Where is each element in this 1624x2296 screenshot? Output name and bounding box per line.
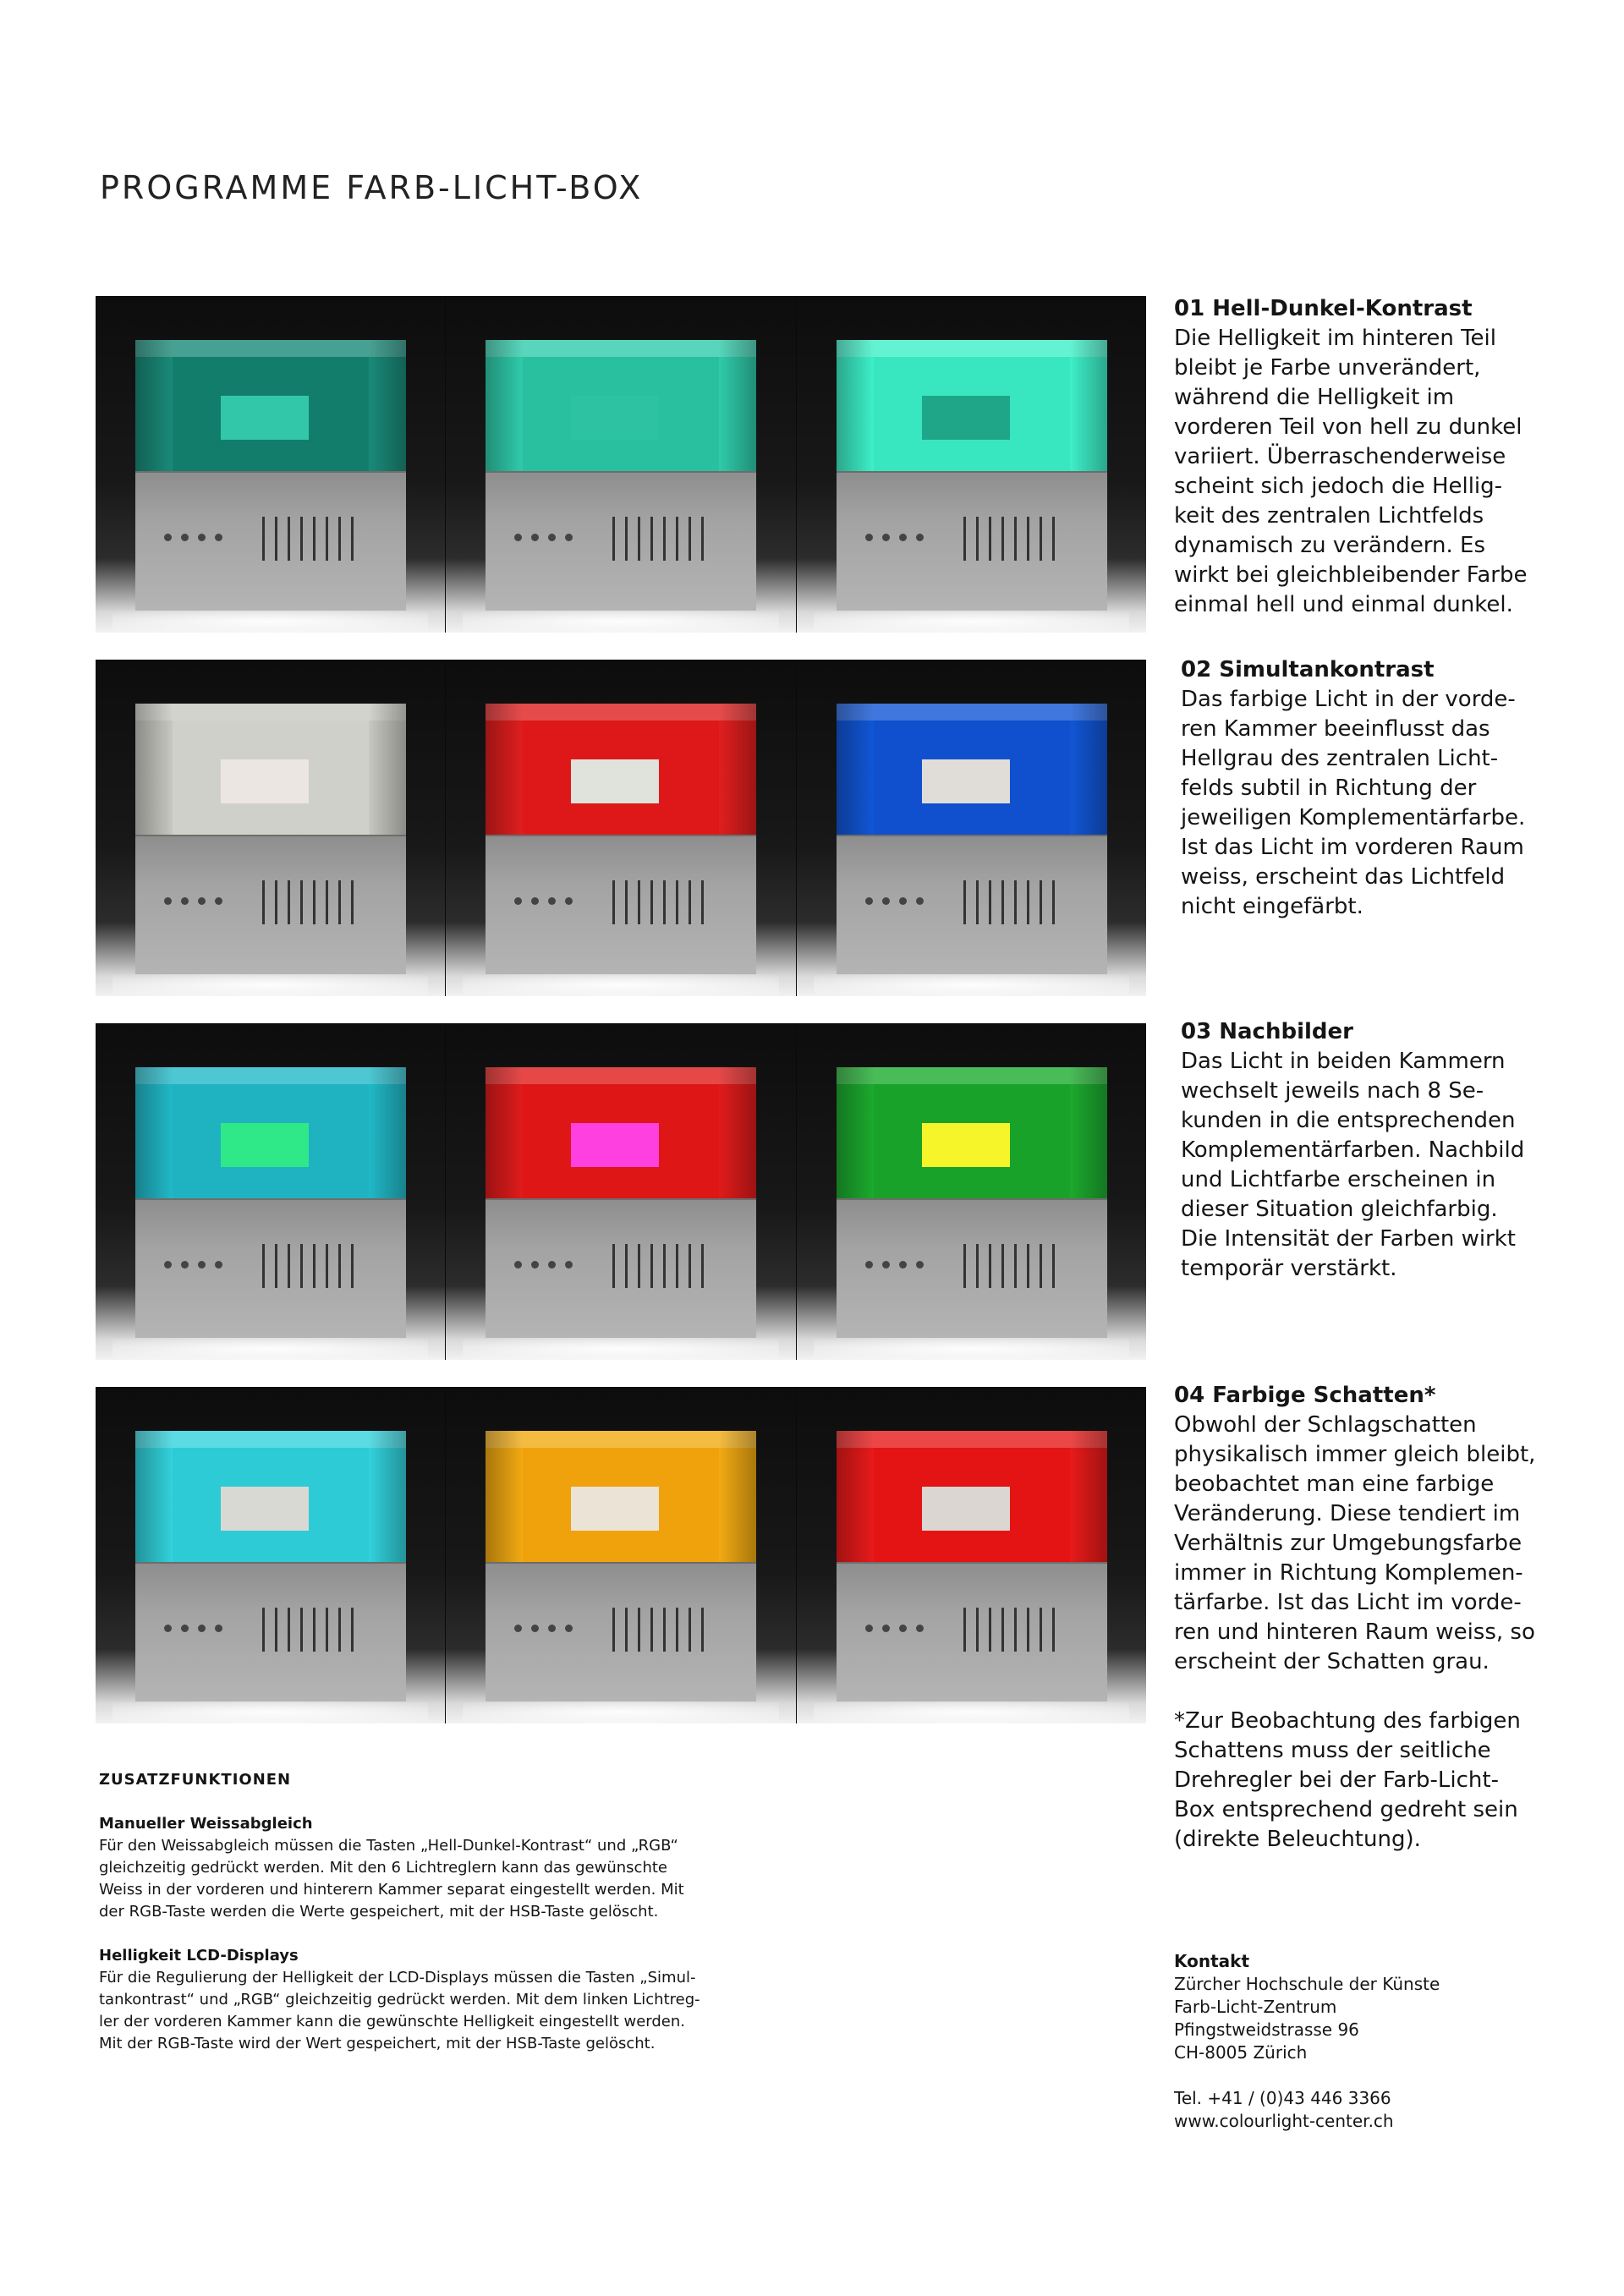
slider xyxy=(300,880,303,924)
knob xyxy=(565,534,573,541)
knob xyxy=(181,1625,189,1632)
knob xyxy=(882,1625,890,1632)
slider xyxy=(1040,1608,1042,1652)
text-line: CH-8005 Zürich xyxy=(1174,2042,1308,2063)
slider xyxy=(1001,1244,1004,1288)
slider xyxy=(351,880,354,924)
knob xyxy=(215,1261,222,1269)
front-chamber xyxy=(837,1067,1107,1198)
front-chamber xyxy=(486,340,756,471)
text-line: variiert. Überraschenderweise xyxy=(1174,444,1506,469)
light-box-photo xyxy=(96,1387,445,1723)
slider xyxy=(701,1608,704,1652)
knob xyxy=(916,897,924,905)
slider xyxy=(989,880,991,924)
slider xyxy=(963,1608,966,1652)
control-panel xyxy=(837,1562,1107,1701)
text-line: kunden in die entsprechenden xyxy=(1181,1108,1516,1133)
slider xyxy=(963,517,966,561)
zusatzfunktionen xyxy=(99,1769,793,2077)
text-line: wirkt bei gleichbleibender Farbe xyxy=(1174,562,1528,588)
slider xyxy=(701,517,704,561)
text-line: der RGB-Taste werden die Werte gespeichert, mit der HSB-Taste gelöscht. xyxy=(99,1903,659,1921)
slider xyxy=(351,1244,354,1288)
zusatzfunktionen-heading: ZUSATZFUNKTIONEN xyxy=(99,1771,292,1789)
knob xyxy=(514,1625,522,1632)
light-box xyxy=(135,1067,406,1336)
control-panel xyxy=(486,1198,756,1338)
page-title: PROGRAMME FARB-LICHT-BOX xyxy=(100,169,644,206)
slider xyxy=(1052,1244,1055,1288)
light-box xyxy=(135,1431,406,1700)
slider xyxy=(650,1244,653,1288)
text-line: Schattens muss der seitliche xyxy=(1174,1738,1491,1763)
section-hell-dunkel-kontrast xyxy=(1174,294,1580,620)
central-light-field xyxy=(571,759,659,803)
slider xyxy=(1052,1608,1055,1652)
slider xyxy=(275,880,277,924)
text-line: tankontrast“ und „RGB“ gleichzeitig gedrückt werden. Mit dem linken Lichtreg- xyxy=(99,1991,700,2008)
slider xyxy=(676,517,678,561)
text-line: einmal hell und einmal dunkel. xyxy=(1174,592,1513,617)
slider xyxy=(1027,1244,1029,1288)
slider xyxy=(989,517,991,561)
slider xyxy=(1001,517,1004,561)
block-subheading: Helligkeit LCD-Displays xyxy=(99,1947,299,1964)
slider xyxy=(650,517,653,561)
knob xyxy=(548,897,556,905)
front-chamber xyxy=(837,1431,1107,1562)
slider xyxy=(689,517,691,561)
slider xyxy=(288,1244,290,1288)
slider xyxy=(663,1608,666,1652)
control-panel xyxy=(486,1562,756,1701)
section-heading: 04 Farbige Schatten* xyxy=(1174,1383,1436,1408)
central-light-field xyxy=(922,759,1010,803)
text-line: Weiss in der vorderen und hinterern Kammer separat eingestellt werden. Mit xyxy=(99,1881,684,1899)
front-chamber xyxy=(135,340,406,471)
text-line: (direkte Beleuchtung). xyxy=(1174,1827,1421,1852)
light-box xyxy=(135,340,406,609)
slider xyxy=(638,1244,640,1288)
slider xyxy=(976,880,979,924)
knob xyxy=(181,534,189,541)
knob xyxy=(565,1625,573,1632)
knob xyxy=(164,897,172,905)
control-panel xyxy=(135,1198,406,1338)
slider xyxy=(976,517,979,561)
knob xyxy=(916,1261,924,1269)
knob xyxy=(548,1625,556,1632)
slider xyxy=(612,1244,615,1288)
slider xyxy=(326,1244,328,1288)
knob xyxy=(198,534,206,541)
contact-block xyxy=(1174,1950,1580,2133)
text-line: Das Licht in beiden Kammern xyxy=(1181,1049,1506,1074)
slider xyxy=(326,517,328,561)
slider xyxy=(288,1608,290,1652)
front-chamber xyxy=(837,340,1107,471)
control-panel xyxy=(486,835,756,974)
text-line: Ist das Licht im vorderen Raum xyxy=(1181,835,1524,860)
knob xyxy=(181,1261,189,1269)
light-box xyxy=(135,704,406,973)
section-body xyxy=(1181,1047,1587,1284)
section-body xyxy=(1181,685,1587,922)
knob xyxy=(198,897,206,905)
slider xyxy=(1014,517,1017,561)
light-box xyxy=(837,704,1107,973)
text-line: scheint sich jedoch die Hellig- xyxy=(1174,474,1503,499)
section-simultankontrast xyxy=(1181,655,1587,922)
slider xyxy=(1001,880,1004,924)
contact-phone: Tel. +41 / (0)43 446 3366 xyxy=(1174,2088,1391,2108)
photo-strip xyxy=(96,660,1146,996)
text-line: dynamisch zu verändern. Es xyxy=(1174,533,1486,558)
knob xyxy=(514,534,522,541)
text-line: Für den Weissabgleich müssen die Tasten „Hell-Dunkel-Kontrast“ und „RGB“ xyxy=(99,1837,678,1855)
central-light-field xyxy=(571,396,659,440)
slider xyxy=(976,1608,979,1652)
central-light-field xyxy=(922,396,1010,440)
knob xyxy=(215,897,222,905)
knob xyxy=(531,1261,539,1269)
slider xyxy=(689,1244,691,1288)
control-panel xyxy=(837,1198,1107,1338)
weissabgleich-block xyxy=(99,1813,793,1923)
slider xyxy=(638,1608,640,1652)
control-panel xyxy=(837,471,1107,611)
light-box xyxy=(486,340,756,609)
text-line: immer in Richtung Komplemen- xyxy=(1174,1560,1523,1586)
slider xyxy=(1040,517,1042,561)
slider xyxy=(1027,1608,1029,1652)
central-light-field xyxy=(221,1123,309,1167)
slider xyxy=(612,880,615,924)
slider xyxy=(625,1244,628,1288)
knob xyxy=(181,897,189,905)
slider xyxy=(625,1608,628,1652)
light-box-photo xyxy=(445,1023,795,1360)
slider xyxy=(963,880,966,924)
text-line: ler der vorderen Kammer kann die gewünschte Helligkeit eingestellt werden. xyxy=(99,2013,685,2030)
slider xyxy=(300,517,303,561)
control-panel xyxy=(486,471,756,611)
slider xyxy=(326,1608,328,1652)
slider xyxy=(701,880,704,924)
text-line: Zürcher Hochschule der Künste xyxy=(1174,1974,1440,1994)
knob xyxy=(899,897,907,905)
slider xyxy=(313,517,315,561)
slider xyxy=(650,1608,653,1652)
text-line: Das farbige Licht in der vorde- xyxy=(1181,687,1516,712)
slider xyxy=(1027,517,1029,561)
slider xyxy=(326,880,328,924)
knob xyxy=(198,1261,206,1269)
slider xyxy=(676,1244,678,1288)
text-line: und Lichtfarbe erscheinen in xyxy=(1181,1167,1496,1192)
slider xyxy=(689,1608,691,1652)
slider xyxy=(612,517,615,561)
central-light-field xyxy=(571,1123,659,1167)
knob xyxy=(565,1261,573,1269)
text-line: beobachtet man eine farbige xyxy=(1174,1471,1495,1497)
slider xyxy=(338,517,341,561)
control-panel xyxy=(135,1562,406,1701)
knob xyxy=(899,1261,907,1269)
light-box xyxy=(837,1067,1107,1336)
text-line: keit des zentralen Lichtfelds xyxy=(1174,503,1484,529)
knob xyxy=(164,1625,172,1632)
slider xyxy=(625,880,628,924)
slider xyxy=(989,1244,991,1288)
slider xyxy=(288,880,290,924)
text-line: gleichzeitig gedrückt werden. Mit den 6 Lichtreglern kann das gewünschte xyxy=(99,1859,667,1877)
front-chamber xyxy=(135,1067,406,1198)
text-line: weiss, erscheint das Lichtfeld xyxy=(1181,864,1506,890)
slider xyxy=(275,1608,277,1652)
front-chamber xyxy=(135,704,406,835)
photo-strip xyxy=(96,1387,1146,1723)
text-line: vorderen Teil von hell zu dunkel xyxy=(1174,414,1522,440)
central-light-field xyxy=(221,396,309,440)
slider xyxy=(262,880,265,924)
slider xyxy=(1040,880,1042,924)
slider xyxy=(663,517,666,561)
light-box-photo xyxy=(796,660,1146,996)
slider xyxy=(1052,880,1055,924)
knob xyxy=(899,1625,907,1632)
section-body xyxy=(1174,324,1580,620)
slider xyxy=(1040,1244,1042,1288)
knob xyxy=(531,897,539,905)
contact-web-link[interactable]: www.colourlight-center.ch xyxy=(1174,2111,1394,2131)
text-line: erscheint der Schatten grau. xyxy=(1174,1649,1490,1674)
slider xyxy=(313,1608,315,1652)
slider xyxy=(612,1608,615,1652)
light-box-photo xyxy=(796,296,1146,633)
slider xyxy=(1001,1608,1004,1652)
knob xyxy=(514,897,522,905)
front-chamber xyxy=(486,704,756,835)
slider xyxy=(663,1244,666,1288)
knob xyxy=(514,1261,522,1269)
text-line: Veränderung. Diese tendiert im xyxy=(1174,1501,1521,1526)
slider xyxy=(963,1244,966,1288)
slider xyxy=(288,517,290,561)
slider xyxy=(1052,517,1055,561)
text-line: Drehregler bei der Farb-Licht- xyxy=(1174,1767,1499,1793)
section-body xyxy=(1174,1411,1580,1677)
slider xyxy=(676,1608,678,1652)
text-line: Farb-Licht-Zentrum xyxy=(1174,1997,1337,2017)
control-panel xyxy=(135,471,406,611)
slider xyxy=(313,880,315,924)
text-line: Mit der RGB-Taste wird der Wert gespeichert, mit der HSB-Taste gelöscht. xyxy=(99,2035,656,2052)
contact-address xyxy=(1174,1973,1580,2064)
section-heading: 02 Simultankontrast xyxy=(1181,657,1435,682)
knob xyxy=(531,534,539,541)
text-line: Die Intensität der Farben wirkt xyxy=(1181,1226,1516,1252)
text-line: physikalisch immer gleich bleibt, xyxy=(1174,1442,1536,1467)
light-box-photo xyxy=(96,660,445,996)
slider xyxy=(262,1244,265,1288)
text-line: dieser Situation gleichfarbig. xyxy=(1181,1197,1498,1222)
front-chamber xyxy=(486,1431,756,1562)
text-line: wechselt jeweils nach 8 Se- xyxy=(1181,1078,1484,1104)
knob xyxy=(531,1625,539,1632)
slider xyxy=(262,517,265,561)
knob xyxy=(865,1625,873,1632)
light-box-photo xyxy=(796,1387,1146,1723)
section-heading: 01 Hell-Dunkel-Kontrast xyxy=(1174,296,1473,321)
text-line: Hellgrau des zentralen Licht- xyxy=(1181,746,1499,771)
photo-strip xyxy=(96,296,1146,633)
slider xyxy=(625,517,628,561)
knob xyxy=(164,534,172,541)
text-line: Für die Regulierung der Helligkeit der LCD-Displays müssen die Tasten „Simul- xyxy=(99,1969,696,1986)
slider xyxy=(338,1244,341,1288)
knob xyxy=(899,534,907,541)
text-line: Pfingstweidstrasse 96 xyxy=(1174,2019,1359,2040)
knob xyxy=(865,534,873,541)
slider xyxy=(1014,1608,1017,1652)
text-line: Obwohl der Schlagschatten xyxy=(1174,1412,1477,1438)
light-box-photo xyxy=(96,1023,445,1360)
slider xyxy=(701,1244,704,1288)
photo-strip xyxy=(96,1023,1146,1360)
knob xyxy=(916,534,924,541)
text-line: Die Helligkeit im hinteren Teil xyxy=(1174,326,1496,351)
light-box-photo xyxy=(96,296,445,633)
light-box-photo xyxy=(445,1387,795,1723)
knob xyxy=(916,1625,924,1632)
slider xyxy=(663,880,666,924)
light-box xyxy=(837,340,1107,609)
text-line: ren und hinteren Raum weiss, so xyxy=(1174,1619,1535,1645)
slider xyxy=(313,1244,315,1288)
block-body xyxy=(99,1967,793,2055)
control-panel xyxy=(837,835,1107,974)
slider xyxy=(676,880,678,924)
slider xyxy=(275,1244,277,1288)
slider xyxy=(338,880,341,924)
knob xyxy=(865,1261,873,1269)
light-box xyxy=(486,1431,756,1700)
slider xyxy=(275,517,277,561)
text-line: Box entsprechend gedreht sein xyxy=(1174,1797,1518,1822)
front-chamber xyxy=(135,1431,406,1562)
contact-heading: Kontakt xyxy=(1174,1951,1250,1971)
block-subheading: Manueller Weissabgleich xyxy=(99,1815,313,1833)
central-light-field xyxy=(571,1487,659,1531)
control-panel xyxy=(135,835,406,974)
text-line: jeweiligen Komplementärfarbe. xyxy=(1181,805,1526,830)
slider xyxy=(638,517,640,561)
light-box-photo xyxy=(445,296,795,633)
knob xyxy=(565,897,573,905)
knob xyxy=(882,534,890,541)
central-light-field xyxy=(922,1487,1010,1531)
knob xyxy=(164,1261,172,1269)
slider xyxy=(1014,1244,1017,1288)
section-nachbilder xyxy=(1181,1017,1587,1284)
lcd-helligkeit-block xyxy=(99,1945,793,2055)
knob xyxy=(865,897,873,905)
slider xyxy=(689,880,691,924)
front-chamber xyxy=(837,704,1107,835)
knob xyxy=(215,534,222,541)
knob xyxy=(198,1625,206,1632)
slider xyxy=(976,1244,979,1288)
footnote xyxy=(1174,1707,1580,1855)
light-box-photo xyxy=(796,1023,1146,1360)
light-box xyxy=(486,704,756,973)
slider xyxy=(351,1608,354,1652)
text-line: temporär verstärkt. xyxy=(1181,1256,1397,1281)
light-box xyxy=(486,1067,756,1336)
knob xyxy=(548,1261,556,1269)
central-light-field xyxy=(221,759,309,803)
slider xyxy=(989,1608,991,1652)
text-line: *Zur Beobachtung des farbigen xyxy=(1174,1708,1521,1734)
slider xyxy=(300,1608,303,1652)
slider xyxy=(262,1608,265,1652)
text-line: bleibt je Farbe unverändert, xyxy=(1174,355,1481,381)
text-line: tärfarbe. Ist das Licht im vorde- xyxy=(1174,1590,1522,1615)
section-farbige-schatten xyxy=(1174,1381,1580,1677)
text-line: Verhältnis zur Umgebungsfarbe xyxy=(1174,1531,1522,1556)
text-line: ren Kammer beeinflusst das xyxy=(1181,716,1490,742)
slider xyxy=(650,880,653,924)
slider xyxy=(351,517,354,561)
text-line: Komplementärfarben. Nachbild xyxy=(1181,1137,1525,1163)
text-line: felds subtil in Richtung der xyxy=(1181,775,1477,801)
light-box-photo xyxy=(445,660,795,996)
knob xyxy=(548,534,556,541)
knob xyxy=(882,1261,890,1269)
section-heading: 03 Nachbilder xyxy=(1181,1019,1353,1044)
text-line: während die Helligkeit im xyxy=(1174,385,1455,410)
knob xyxy=(882,897,890,905)
slider xyxy=(1014,880,1017,924)
block-body xyxy=(99,1835,793,1923)
light-box xyxy=(837,1431,1107,1700)
central-light-field xyxy=(922,1123,1010,1167)
knob xyxy=(215,1625,222,1632)
text-line: nicht eingefärbt. xyxy=(1181,894,1363,919)
slider xyxy=(338,1608,341,1652)
slider xyxy=(638,880,640,924)
slider xyxy=(1027,880,1029,924)
front-chamber xyxy=(486,1067,756,1198)
slider xyxy=(300,1244,303,1288)
central-light-field xyxy=(221,1487,309,1531)
